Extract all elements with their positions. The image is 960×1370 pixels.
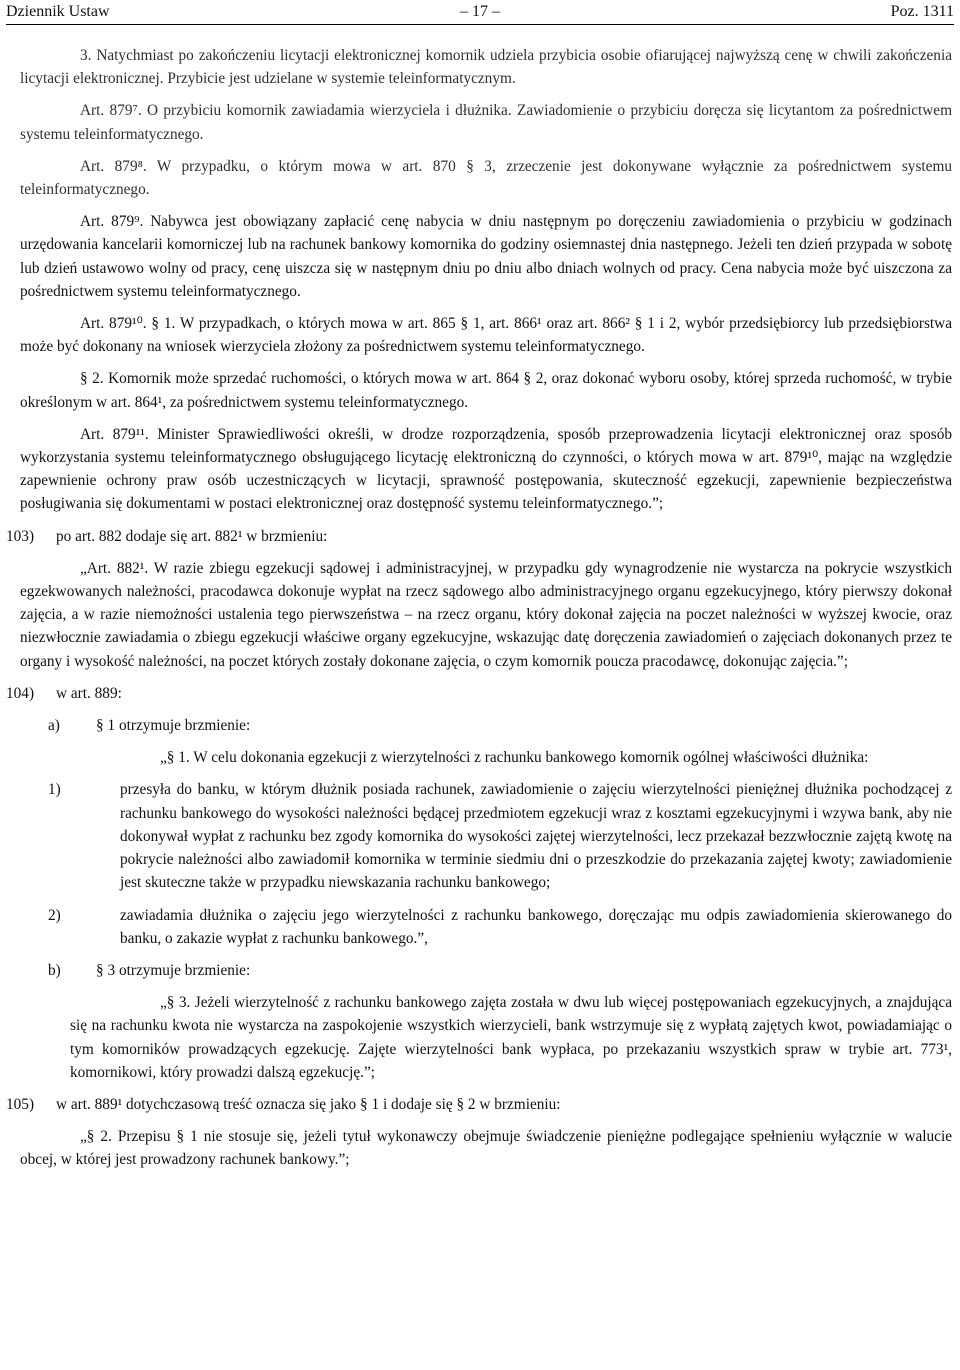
header-rule [6, 24, 954, 25]
letter-text: § 1 otrzymuje brzmienie: [96, 717, 251, 735]
letter-label: b) [48, 961, 61, 979]
letter-text: § 3 otrzymuje brzmienie: [96, 961, 251, 979]
position-number: Poz. 1311 [890, 3, 954, 20]
list-item [20, 778, 952, 894]
list-item [20, 904, 952, 950]
article-882-1: „Art. 882¹. W razie zbiegu egzekucji sądowej i administracyjnej, w przypadku gdy wynagrodzenie nie wystarcza na pokrycie wszystkich egzekwowanych należności, pracodawca dokonuje wypłat na rzecz sądowego albo administracyjnego organu egzekucyjnego, który pierwszy dokonał zajęcia, a w razie niemożności ustalenia tego pierwszeństwa – na rzecz organu, który dokonał zajęcia na poczet należności w wyższej kwocie, oraz niezwłocznie zawiadamia o zbiegu egzekucji właściwe organy egzekucyjne, wskazując datę doręczenia zawiadomień o zajęciach dokonanych przez te organy i wysokość należności, na poczet których zostały dokonane zajęcia, o czym komornik poucza pracodawcę, dokonując zajęcia.”; [20, 559, 952, 670]
article-879-9: Art. 879⁹. Nabywca jest obowiązany zapłacić cenę nabycia w dniu następnym po doręczeniu zawiadomienia o przybiciu w godzinach urzędowania kancelarii komorniczej lub na rachunek bankowy komornika do godziny osiemnastej dnia następnego. Jeżeli ten dzień przypada w sobotę lub dzień ustawowo wolny od pracy, cenę uiszcza się w następnym dniu po dniu albo dniach wolnych od pracy. Cena nabycia może być uiszczona za pośrednictwem systemu teleinformatycznego. [20, 213, 952, 300]
quoted-par-1: „§ 1. W celu dokonania egzekucji z wierzytelności z rachunku bankowego komornik ogólnej właściwości dłużnika: [160, 749, 869, 767]
letter-b [48, 959, 952, 982]
article-879-10: Art. 879¹⁰. § 1. W przypadkach, o których mowa w art. 865 § 1, art. 866¹ oraz art. 866² § 1 i 2, wybór przedsiębiorcy lub przedsiębiorstwa może być dokonany na wniosek wierzyciela złożony za pośrednictwem systemu teleinformatycznego. [20, 315, 952, 356]
quoted-par-2: „§ 2. Przepisu § 1 nie stosuje się, jeżeli tytuł wykonawczy obejmuje świadczenie pieniężne podlegające spełnieniu wyłącznie w walucie obcej, w której jest prowadzony rachunek bankowy.”; [20, 1128, 952, 1169]
point-text: w art. 889: [56, 684, 122, 702]
quoted-par-3: „§ 3. Jeżeli wierzytelność z rachunku bankowego zajęta została w dwu lub więcej postępowaniach egzekucyjnych, a znajdująca się na rachunku kwota nie wystarcza na zaspokojenie wszystkich wierzycieli, bank wstrzymuje się z wypłatą zajętych kwot, powiadamiając o tym komorników prowadzących egzekucję. Zajęte wierzytelności bank wypłaca, po przekazaniu wszystkich spraw w trybie art. 773¹, komornikowi, który prowadzi dalszą egzekucję.”; [70, 994, 952, 1081]
point-104 [6, 682, 952, 705]
letter-label: a) [48, 717, 60, 735]
item-number: 2) [48, 906, 61, 924]
point-number: 103) [6, 527, 35, 545]
point-text: po art. 882 dodaje się art. 882¹ w brzmieniu: [56, 527, 328, 545]
page-header [6, 0, 954, 24]
article-879-11: Art. 879¹¹. Minister Sprawiedliwości określi, w drodze rozporządzenia, sposób przeprowadzenia licytacji elektronicznej oraz sposób wykorzystania systemu teleinformatycznego obsługującego licytację elektroniczną do czynności, o których mowa w art. 879¹⁰, mając na względzie zapewnienie ochrony praw osób uczestniczących w licytacji, sprawność postępowania, skuteczność egzekucji, zapewnienie bezpieczeństwa posługiwania się dokumentami w postaci elektronicznej oraz dostępność systemu teleinformatycznego.”; [20, 425, 952, 513]
page-number: – 17 – [460, 3, 500, 20]
article-879-7: Art. 879⁷. O przybiciu komornik zawiadamia wierzyciela i dłużnika. Zawiadomienie o przybiciu doręcza się licytantom za pośrednictwem systemu teleinformatycznego. [20, 102, 952, 143]
point-number: 104) [6, 684, 35, 702]
point-103 [6, 525, 952, 548]
article-879-10-par-2: § 2. Komornik może sprzedać ruchomości, o których mowa w art. 864 § 2, oraz dokonać wyboru osoby, której sprzeda ruchomość, w trybie określonym w art. 864¹, za pośrednictwem systemu teleinformatycznego. [20, 370, 952, 411]
point-text: w art. 889¹ dotychczasową treść oznacza się jako § 1 i dodaje się § 2 w brzmieniu: [56, 1095, 561, 1113]
item-number: 1) [48, 781, 61, 799]
letter-a [48, 714, 952, 737]
item-text: przesyła do banku, w którym dłużnik posiada rachunek, zawiadomienie o zajęciu wierzytelności pieniężnej dłużnika pochodzącej z rachunku bankowego do wysokości należności będącej przedmiotem egzekucji wraz z kosztami egzekucyjnymi i wzywa bank, aby nie dokonywał wypłat z rachunku bez zgody komornika do wysokości zajętej wierzytelności, lecz przekazał bezzwłocznie zajętą kwotę na pokrycie należności albo zawiadomił komornika w terminie siedmiu dni o przeszkodzie do przekazania zajętej kwoty; zawiadomienie jest skuteczne także w przypadku niewskazania rachunku bankowego; [120, 781, 952, 892]
article-879-8: Art. 879⁸. W przypadku, o którym mowa w art. 870 § 3, zrzeczenie jest dokonywane wyłącznie za pośrednictwem systemu teleinformatycznego. [20, 157, 952, 199]
point-105 [6, 1093, 952, 1116]
point-number: 105) [6, 1095, 35, 1113]
paragraph-3: 3. Natychmiast po zakończeniu licytacji elektronicznej komornik udziela przybicia osobie ofiarującej najwyższą cenę w chwili zakończenia licytacji elektronicznej. Przybicie jest udzielane w systemie teleinformatycznym. [20, 47, 952, 88]
journal-name: Dziennik Ustaw [6, 3, 110, 20]
document-body [6, 44, 952, 1181]
item-text: zawiadamia dłużnika o zajęciu jego wierzytelności z rachunku bankowego, doręczając mu odpis zawiadomienia skierowanego do banku, o zakazie wypłat z rachunku bankowego.”, [120, 906, 952, 947]
